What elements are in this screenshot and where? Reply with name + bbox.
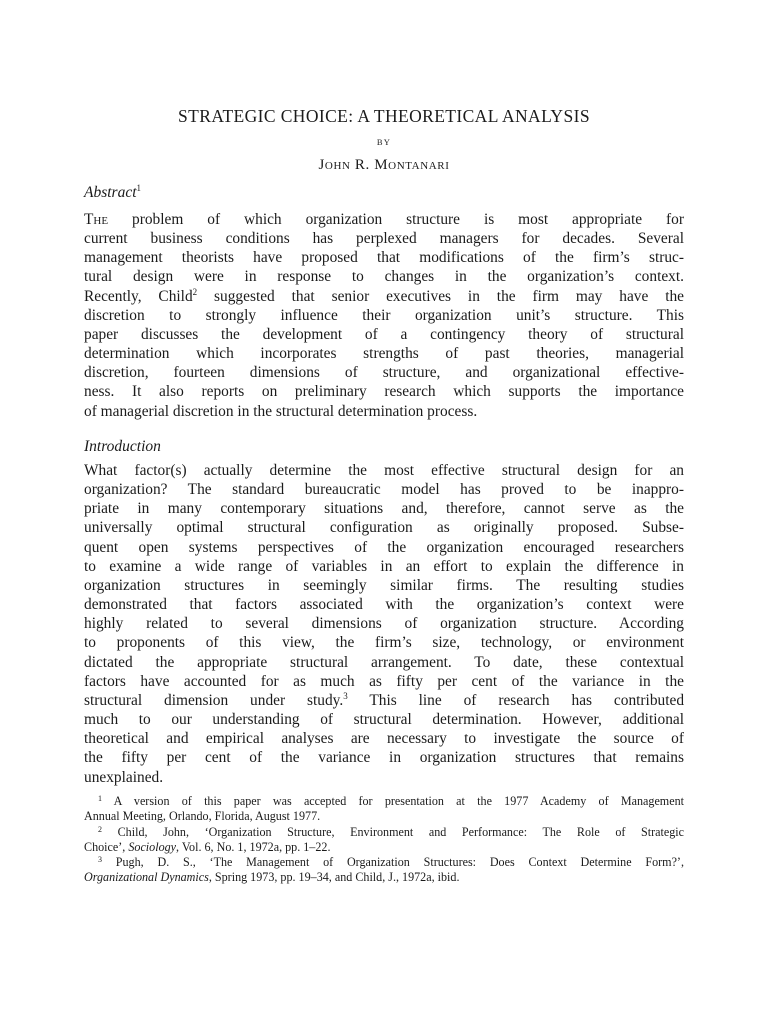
abstract-line: discretion, fourteen dimensions of structure, and organizational effective- [84,364,684,382]
intro-line: unexplained. [84,768,164,786]
footnote-ref-2: 2 [192,286,198,297]
journal-title: Organizational Dynamics [84,870,209,885]
intro-line-text: structural dimension under study. [84,691,344,709]
footnote-text: , Spring 1973, pp. 19–34, and Child, J., 1972a, ibid. [208,870,460,885]
abstract-line: tural design were in response to changes in the organization’s context. [84,268,684,286]
intro-line: factors have accounted for as much as fifty per cent of the variance in the [84,672,684,690]
footnote-3 [84,855,684,870]
abstract-footnote-ref: 1 [136,183,142,193]
abstract-heading [84,183,141,203]
footnote-number: 3 [98,855,102,865]
footnote-text: Pugh, D. S., ‘The Management of Organization Structures: Does Context Determine Form?’, [102,855,684,870]
intro-line: to proponents of this view, the firm’s size, technology, or environment [84,634,684,652]
intro-line: What factor(s) actually determine the most effective structural design for an [84,462,684,479]
intro-line: to examine a wide range of variables in an effort to explain the difference in [84,557,684,575]
abstract-line: ness. It also reports on preliminary research which supports the importance [84,383,684,401]
footnote-text: Choice’, [84,839,129,854]
introduction-paragraph [84,461,684,787]
intro-line: quent open systems perspectives of the organization encouraged researchers [84,538,684,556]
intro-line: much to our understanding of structural determination. However, additional [84,711,684,729]
intro-line: organization? The standard bureaucratic model has proved to be inappro- [84,481,684,499]
intro-line: theoretical and empirical analyses are necessary to investigate the source of [84,730,684,748]
intro-line: demonstrated that factors associated with the organization’s context were [84,596,684,614]
footnote-text: Child, John, ‘Organization Structure, Environment and Performance: The Role of Strategic [102,824,684,839]
footnote-3-continuation [84,870,684,885]
footnote-1-continuation: Annual Meeting, Orlando, Florida, August 1977. [84,809,321,824]
intro-line: the fifty per cent of the variance in organization structures that remains [84,749,684,767]
abstract-heading-text: Abstract [84,184,137,201]
footnote-number: 2 [98,824,102,834]
introduction-heading: Introduction [84,438,161,455]
intro-line: universally optimal structural configuration as originally proposed. Subse- [84,519,684,537]
intro-line: dictated the appropriate structural arrangement. To date, these contextual [84,653,684,671]
footnote-ref-3: 3 [343,690,348,701]
abstract-line-text: suggested that senior executives in the firm may have the [197,287,684,305]
abstract-line: discretion to strongly influence their organization unit’s structure. This [84,306,684,324]
abstract-line: management theorists have proposed that modifications of the firm’s struc- [84,249,684,267]
byline-label: BY [376,137,392,147]
footnote-text: , Vol. 6, No. 1, 1972a, pp. 1–22. [176,839,331,854]
footnote-2 [84,825,684,840]
footnotes [84,794,684,886]
footnote-1 [84,794,684,809]
abstract-lead-word: The [84,211,109,228]
abstract-line [84,210,684,229]
abstract-line: determination which incorporates strengths of past theories, managerial [84,345,684,363]
author-name: John R. Montanari [318,157,450,173]
abstract-paragraph [84,210,684,421]
abstract-line-text: Recently, Child [84,287,193,305]
intro-line: priate in many contemporary situations and, therefore, cannot serve as the [84,500,684,518]
intro-line: highly related to several dimensions of organization structure. According [84,615,684,633]
intro-line: organization structures in seemingly similar firms. The resulting studies [84,576,684,594]
article-title: STRATEGIC CHOICE: A THEORETICAL ANALYSIS [178,106,590,126]
abstract-line: paper discusses the development of a contingency theory of structural [84,325,684,343]
intro-line [84,691,684,710]
intro-line-text: This line of research has contributed [347,691,685,709]
footnote-2-continuation [84,840,684,855]
abstract-line: current business conditions has perplexed managers for decades. Several [84,230,684,248]
footnote-text: A version of this paper was accepted for presentation at the 1977 Academy of Management [102,794,684,808]
abstract-line [84,287,684,306]
journal-title: Sociology [128,839,177,854]
abstract-line-text: problem of which organization structure is most appropriate for [108,211,684,228]
footnote-number: 1 [98,794,102,803]
abstract-line: of managerial discretion in the structural determination process. [84,402,478,420]
